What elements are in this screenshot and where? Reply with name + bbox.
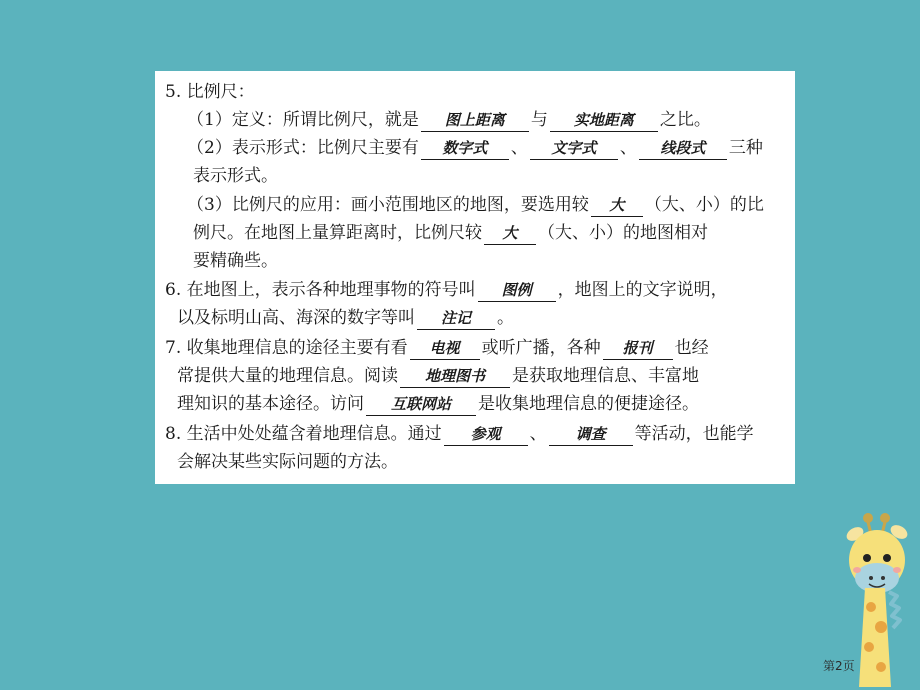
text: 、 [510,138,528,158]
answer-blank: 大 [484,222,536,245]
text: 理知识的基本途径。访问 [177,394,364,414]
q5-title [165,77,255,107]
text: 6. 在地图上，表示各种地理事物的符号叫 [165,280,476,300]
q5-part2 [187,133,763,163]
answer-blank: 注记 [417,307,495,330]
text: 7. 收集地理信息的途径主要有看 [165,338,408,358]
answer-blank: 数字式 [421,137,509,160]
text: （1）定义：所谓比例尺，就是 [187,110,419,130]
text: 例尺。在地图上量算距离时，比例尺较 [193,223,482,243]
text: 或听广播，各种 [481,338,601,358]
q8-line2 [177,447,398,477]
text: 要精确些。 [193,251,278,271]
answer-blank: 调查 [549,423,633,446]
q5-part3-line3 [193,246,278,276]
answer-blank: 图例 [478,279,556,302]
text: 会解决某些实际问题的方法。 [177,452,398,472]
answer-blank: 大 [591,194,643,217]
answer-blank: 电视 [410,337,480,360]
text: （2）表示形式：比例尺主要有 [187,138,419,158]
text: 是收集地理信息的便捷途径。 [478,394,699,414]
answer-blank: 图上距离 [421,109,529,132]
page-number: 第2页 [823,659,855,673]
text: 、 [529,424,547,444]
text: 也经 [674,338,709,358]
answer-blank: 线段式 [639,137,727,160]
text: 。 [497,308,514,328]
text: 8. 生活中处处蕴含着地理信息。通过 [165,424,442,444]
text: 常提供大量的地理信息。阅读 [177,366,398,386]
text: 表示形式。 [193,166,278,186]
q5-part3 [187,190,764,220]
q6-line2 [177,303,514,333]
q6-line1 [165,275,728,305]
q5-part1 [187,105,711,135]
answer-blank: 参观 [444,423,528,446]
q5-title-text: 5. 比例尺： [165,82,255,102]
text: 是获取地理信息、丰富地 [512,366,699,386]
text: （3）比例尺的应用：画小范围地区的地图，要选用较 [187,195,589,215]
text: 之比。 [659,110,711,130]
q7-line2 [177,361,699,391]
answer-blank: 报刊 [603,337,673,360]
q7-line3 [177,389,699,419]
text: 与 [530,110,548,130]
answer-blank: 文字式 [530,137,618,160]
text: ，地图上的文字说明， [557,280,728,300]
q7-line1 [165,333,709,363]
text: （大、小）的地图相对 [538,223,708,243]
worksheet-card [155,71,795,484]
q5-part2-cont [193,161,278,191]
text: 、 [619,138,637,158]
text: 三种 [728,138,763,158]
answer-blank: 地理图书 [400,365,510,388]
answer-blank: 互联网站 [366,393,476,416]
text: 等活动，也能学 [634,424,754,444]
text: 以及标明山高、海深的数字等叫 [177,308,415,328]
q5-part3-line2 [193,218,708,248]
q8-line1 [165,419,754,449]
answer-blank: 实地距离 [550,109,658,132]
text: （大、小）的比 [644,195,764,215]
